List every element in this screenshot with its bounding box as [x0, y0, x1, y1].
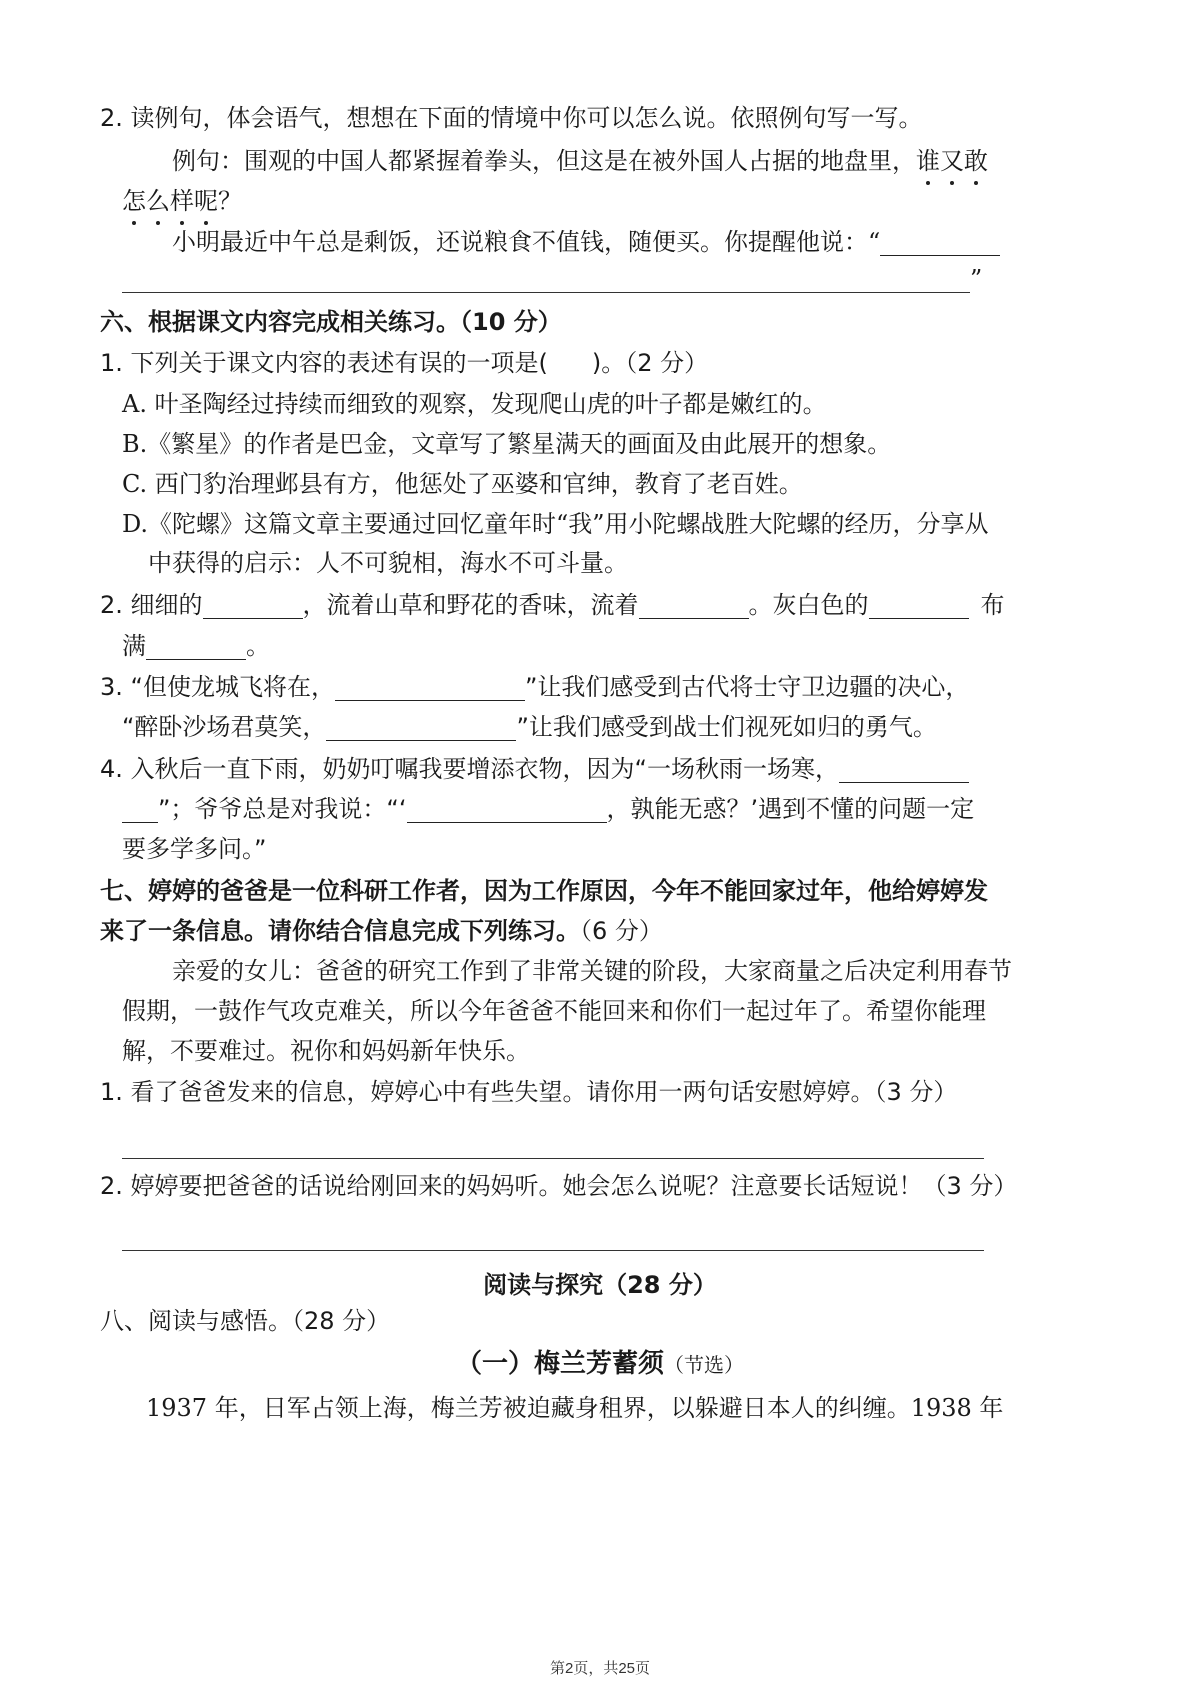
- answer-blank[interactable]: [839, 760, 969, 783]
- sec7-q1: 1. 看了爸爸发来的信息，婷婷心中有些失望。请你用一两句话安慰婷婷。（3 分）: [100, 1078, 958, 1106]
- q5-2-situation: 小明最近中午总是剩饭，还说粮食不值钱，随便买。你提醒他说：“: [172, 227, 1000, 257]
- q5-2-example-line2: 怎么样呢？: [122, 187, 242, 215]
- page-number: 第2页，共25页: [549, 1660, 651, 1677]
- passage-title: （一）梅兰芳蓄须（节选）: [455, 1349, 744, 1379]
- sec6-q4-line1: 4. 入秋后一直下雨，奶奶叮嘱我要增添衣物，因为“一场秋雨一场寒，: [100, 754, 969, 784]
- emphasis-char: 呢: [194, 187, 218, 215]
- section-7-header-line1: 七、婷婷的爸爸是一位科研工作者，因为工作原因，今年不能回家过年，他给婷婷发: [100, 877, 988, 905]
- answer-line[interactable]: [122, 1250, 984, 1251]
- answer-blank[interactable]: [326, 718, 516, 741]
- dad-message-line1: 亲爱的女儿：爸爸的研究工作到了非常关键的阶段，大家商量之后决定利用春节: [172, 957, 1012, 985]
- sec6-q1-option-d-line1: D.《陀螺》这篇文章主要通过回忆童年时“我”用小陀螺战胜大陀螺的经历，分享从: [122, 510, 989, 538]
- answer-line[interactable]: [122, 292, 970, 293]
- sec6-q4-line3: 要多学多问。”: [122, 835, 267, 863]
- sec6-q1-option-b: B.《繁星》的作者是巴金，文章写了繁星满天的画面及由此展开的想象。: [122, 430, 892, 458]
- sec6-q1-option-a: A. 叶圣陶经过持续而细致的观察，发现爬山虎的叶子都是嫩红的。: [122, 390, 827, 418]
- sec6-q3-line2: “醉卧沙场君莫笑， ”让我们感受到战士们视死如归的勇气。: [122, 713, 937, 741]
- section-8-header: 八、阅读与感悟。（28 分）: [100, 1307, 391, 1335]
- q5-2-example-line1: 例句：围观的中国人都紧握着拳头，但这是在被外国人占据的地盘里，谁又敢: [172, 147, 988, 175]
- sec6-q2-line1: 2. 细细的 ，流着山草和野花的香味，流着 。灰白色的 布: [100, 591, 1005, 619]
- sec7-q2: 2. 婷婷要把爸爸的话说给刚回来的妈妈听。她会怎么说呢？注意要长话短说！（3 分）: [100, 1172, 1018, 1200]
- emphasis-char: 谁: [916, 147, 940, 175]
- sec6-q4-line2: ”；爷爷总是对我说：“‘ ，孰能无惑？’遇到不懂的问题一定: [122, 794, 974, 824]
- sec6-q2-line2: 满 。: [122, 632, 270, 660]
- sec6-q1-option-d-line2: 中获得的启示：人不可貌相，海水不可斗量。: [148, 549, 628, 577]
- close-quote: ”: [970, 265, 983, 293]
- answer-blank[interactable]: [203, 596, 303, 619]
- emphasis-char: 怎: [122, 187, 146, 215]
- emphasis-dots-a: [916, 147, 988, 175]
- answer-blank[interactable]: [335, 678, 525, 701]
- answer-blank[interactable]: [407, 800, 607, 823]
- passage-line1: 1937 年，日军占领上海，梅兰芳被迫藏身租界，以躲避日本人的纠缠。1938 年: [146, 1394, 1004, 1422]
- answer-line[interactable]: [122, 1158, 984, 1159]
- sec6-q3-line1: 3. “但使龙城飞将在， ”让我们感受到古代将士守卫边疆的决心，: [100, 673, 970, 701]
- reading-section-title: 阅读与探究（28 分）: [483, 1271, 717, 1299]
- section-7-header-line2: 来了一条信息。请你结合信息完成下列练习。（6 分）: [100, 917, 663, 945]
- emphasis-char: 敢: [964, 147, 988, 175]
- emphasis-char: 样: [170, 187, 194, 215]
- emphasis-dots-b: [122, 187, 218, 215]
- emphasis-char: 么: [146, 187, 170, 215]
- answer-blank[interactable]: [869, 596, 969, 619]
- section-6-header: 六、根据课文内容完成相关练习。（10 分）: [100, 308, 562, 336]
- sec6-q1-option-c: C. 西门豹治理邺县有方，他惩处了巫婆和官绅，教育了老百姓。: [122, 470, 803, 498]
- answer-blank[interactable]: [122, 800, 158, 823]
- dad-message-line2: 假期，一鼓作气攻克难关，所以今年爸爸不能回来和你们一起过年了。希望你能理: [122, 997, 986, 1025]
- answer-blank[interactable]: [880, 233, 1000, 256]
- dad-message-line3: 解，不要难过。祝你和妈妈新年快乐。: [122, 1037, 530, 1065]
- q5-2-title: 2. 读例句，体会语气，想想在下面的情境中你可以怎么说。依照例句写一写。: [100, 104, 923, 132]
- answer-blank[interactable]: [146, 637, 246, 660]
- sec6-q1-stem: 1. 下列关于课文内容的表述有误的一项是( )。（2 分）: [100, 349, 709, 377]
- answer-blank[interactable]: [639, 596, 749, 619]
- emphasis-char: 又: [940, 147, 964, 175]
